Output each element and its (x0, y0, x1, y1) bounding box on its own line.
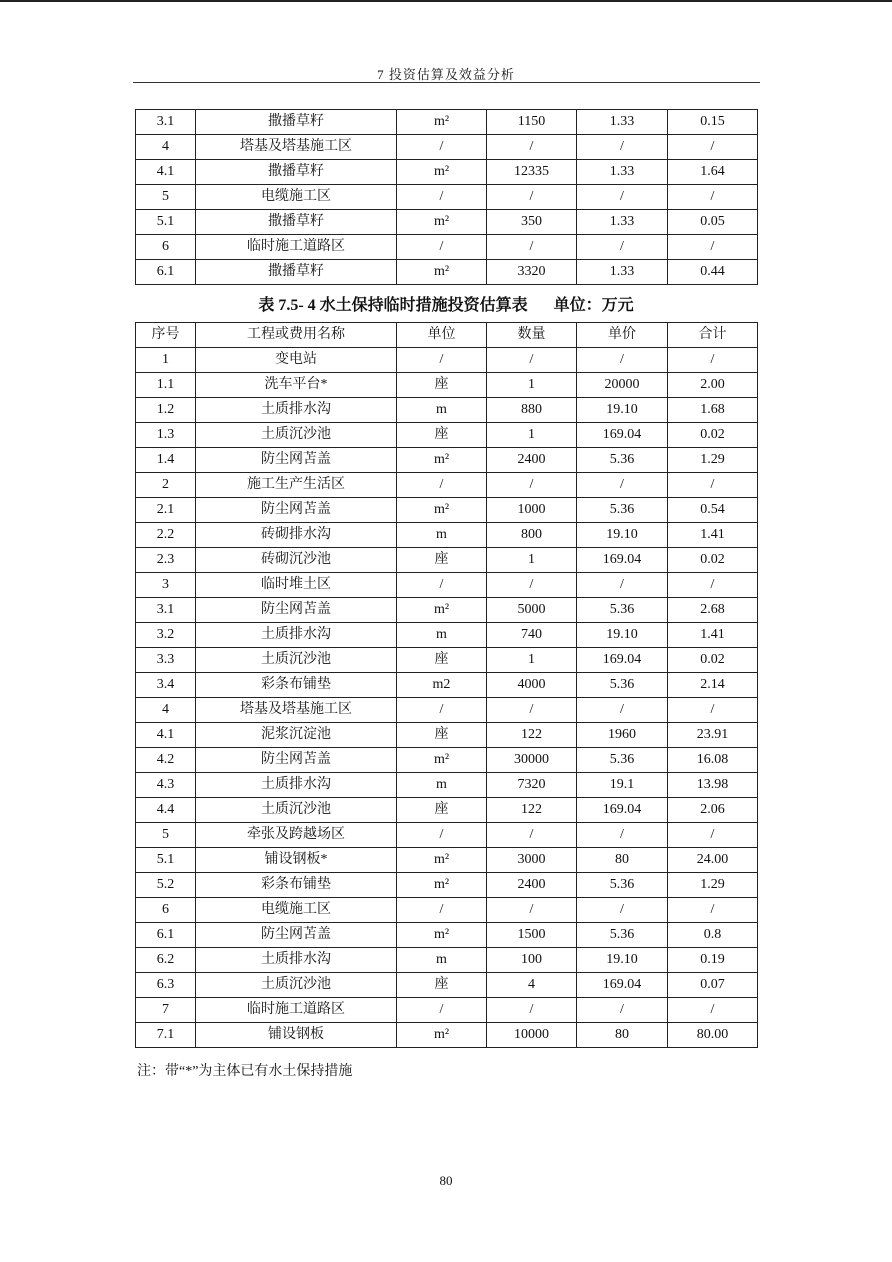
cell-total: / (668, 235, 758, 260)
cell-total: 0.05 (668, 210, 758, 235)
table-row (136, 135, 758, 160)
table-row (136, 523, 758, 548)
table-row (136, 823, 758, 848)
cell-total: 0.02 (668, 548, 758, 573)
cell-unit-price: 169.04 (577, 973, 668, 998)
cell-total: 80.00 (668, 1023, 758, 1048)
cell-unit: 座 (397, 798, 487, 823)
cell-name: 撒播草籽 (196, 160, 397, 185)
cell-name: 防尘网苫盖 (196, 498, 397, 523)
col-header-name: 工程或费用名称 (196, 323, 397, 348)
table-row (136, 948, 758, 973)
cell-quantity: / (487, 698, 577, 723)
table-row (136, 210, 758, 235)
cell-unit-price: / (577, 235, 668, 260)
cell-quantity: / (487, 898, 577, 923)
cell-name: 临时施工道路区 (196, 998, 397, 1023)
cell-unit-price: 19.10 (577, 623, 668, 648)
cell-unit-price: / (577, 898, 668, 923)
cell-unit-price: 1.33 (577, 210, 668, 235)
cell-quantity: 3320 (487, 260, 577, 285)
cell-index: 2 (136, 473, 196, 498)
cell-unit: / (397, 573, 487, 598)
cell-index: 5 (136, 823, 196, 848)
table-caption-title: 表 7.5- 4 水土保持临时措施投资估算表 (258, 297, 528, 314)
cell-unit-price: 5.36 (577, 448, 668, 473)
cell-unit: / (397, 185, 487, 210)
cell-unit: / (397, 348, 487, 373)
cell-quantity: 1150 (487, 110, 577, 135)
table-row (136, 573, 758, 598)
cell-name: 防尘网苫盖 (196, 923, 397, 948)
cell-index: 3.2 (136, 623, 196, 648)
cell-unit: m² (397, 923, 487, 948)
cell-quantity: 4000 (487, 673, 577, 698)
cell-quantity: 2400 (487, 873, 577, 898)
cell-name: 土质排水沟 (196, 773, 397, 798)
table-row (136, 473, 758, 498)
table-row (136, 548, 758, 573)
cell-index: 3 (136, 573, 196, 598)
cell-name: 临时堆土区 (196, 573, 397, 598)
cell-name: 土质沉沙池 (196, 423, 397, 448)
cell-unit: m (397, 398, 487, 423)
cell-total: 24.00 (668, 848, 758, 873)
cell-unit: 座 (397, 648, 487, 673)
cell-total: / (668, 473, 758, 498)
cell-quantity: 1 (487, 548, 577, 573)
cell-total: / (668, 898, 758, 923)
cell-quantity: 10000 (487, 1023, 577, 1048)
table-row (136, 348, 758, 373)
cell-unit-price: 5.36 (577, 873, 668, 898)
cell-unit-price: / (577, 823, 668, 848)
cell-name: 防尘网苫盖 (196, 448, 397, 473)
cell-index: 1.3 (136, 423, 196, 448)
cell-unit-price: 169.04 (577, 548, 668, 573)
cell-total: 2.68 (668, 598, 758, 623)
cell-total: / (668, 698, 758, 723)
cell-total: 0.15 (668, 110, 758, 135)
cell-unit: 座 (397, 548, 487, 573)
cell-index: 6 (136, 898, 196, 923)
header-rule (133, 82, 760, 83)
cell-unit-price: 1.33 (577, 260, 668, 285)
cell-total: 0.8 (668, 923, 758, 948)
cell-unit: m² (397, 1023, 487, 1048)
cell-total: 2.14 (668, 673, 758, 698)
cell-unit: 座 (397, 723, 487, 748)
cell-total: 0.07 (668, 973, 758, 998)
cell-quantity: 740 (487, 623, 577, 648)
cell-unit-price: 5.36 (577, 748, 668, 773)
col-header-index: 序号 (136, 323, 196, 348)
cell-index: 6 (136, 235, 196, 260)
cell-unit: 座 (397, 973, 487, 998)
table-header-row (136, 323, 758, 348)
cell-unit: m² (397, 873, 487, 898)
table-temporary-measures-body (136, 348, 758, 1048)
cell-name: 撒播草籽 (196, 260, 397, 285)
table-row (136, 448, 758, 473)
cell-total: 1.41 (668, 623, 758, 648)
cell-name: 塔基及塔基施工区 (196, 135, 397, 160)
cell-unit-price: 1960 (577, 723, 668, 748)
cell-quantity: 1 (487, 423, 577, 448)
table-row (136, 773, 758, 798)
cell-index: 4.2 (136, 748, 196, 773)
table-row (136, 185, 758, 210)
cell-quantity: 1 (487, 648, 577, 673)
cell-index: 5.1 (136, 848, 196, 873)
cell-index: 4.3 (136, 773, 196, 798)
cell-unit: / (397, 898, 487, 923)
cell-name: 土质沉沙池 (196, 648, 397, 673)
table-row (136, 923, 758, 948)
cell-index: 5.1 (136, 210, 196, 235)
cell-unit: m² (397, 448, 487, 473)
cell-total: 1.68 (668, 398, 758, 423)
cell-total: 1.41 (668, 523, 758, 548)
cell-unit: m² (397, 260, 487, 285)
cell-index: 4.1 (136, 723, 196, 748)
table-row (136, 848, 758, 873)
table-row (136, 648, 758, 673)
cell-unit: m² (397, 498, 487, 523)
cell-index: 2.1 (136, 498, 196, 523)
cell-quantity: / (487, 473, 577, 498)
table-row (136, 673, 758, 698)
cell-total: 0.54 (668, 498, 758, 523)
cell-unit-price: / (577, 185, 668, 210)
cell-quantity: 12335 (487, 160, 577, 185)
cell-name: 防尘网苫盖 (196, 598, 397, 623)
cell-unit-price: 5.36 (577, 598, 668, 623)
table-row (136, 623, 758, 648)
cell-name: 变电站 (196, 348, 397, 373)
col-header-unit: 单位 (397, 323, 487, 348)
table-row (136, 723, 758, 748)
running-header: 7 投资估算及效益分析 (377, 67, 515, 82)
cell-unit: m (397, 948, 487, 973)
cell-unit-price: 1.33 (577, 110, 668, 135)
cell-total: 16.08 (668, 748, 758, 773)
cell-total: 23.91 (668, 723, 758, 748)
cell-quantity: 1500 (487, 923, 577, 948)
cell-quantity: 800 (487, 523, 577, 548)
cell-index: 1.1 (136, 373, 196, 398)
cell-quantity: 1 (487, 373, 577, 398)
table-note: 注：带“*”为主体已有水土保持措施 (137, 1064, 353, 1079)
cell-quantity: 30000 (487, 748, 577, 773)
cell-unit: m (397, 523, 487, 548)
cell-quantity: / (487, 348, 577, 373)
table-row (136, 898, 758, 923)
cell-name: 砖砌沉沙池 (196, 548, 397, 573)
cell-unit-price: / (577, 348, 668, 373)
cell-name: 土质沉沙池 (196, 973, 397, 998)
cell-unit: m (397, 773, 487, 798)
cell-unit-price: / (577, 998, 668, 1023)
cell-index: 2.3 (136, 548, 196, 573)
cell-unit: / (397, 998, 487, 1023)
table-row (136, 160, 758, 185)
cell-name: 泥浆沉淀池 (196, 723, 397, 748)
table-continued-body (136, 110, 758, 285)
cell-unit: 座 (397, 423, 487, 448)
cell-total: 1.29 (668, 448, 758, 473)
cell-unit-price: 80 (577, 848, 668, 873)
cell-name: 塔基及塔基施工区 (196, 698, 397, 723)
col-header-total: 合计 (668, 323, 758, 348)
cell-index: 4 (136, 135, 196, 160)
cell-unit-price: 5.36 (577, 673, 668, 698)
table-row (136, 260, 758, 285)
cell-unit-price: 19.10 (577, 948, 668, 973)
cell-unit-price: 169.04 (577, 798, 668, 823)
cell-total: / (668, 348, 758, 373)
cell-name: 土质排水沟 (196, 948, 397, 973)
cell-total: 0.44 (668, 260, 758, 285)
cell-name: 电缆施工区 (196, 898, 397, 923)
col-header-quantity: 数量 (487, 323, 577, 348)
cell-quantity: 122 (487, 798, 577, 823)
cell-total: 0.19 (668, 948, 758, 973)
cell-name: 彩条布铺垫 (196, 873, 397, 898)
cell-unit: / (397, 823, 487, 848)
table-continued (135, 109, 758, 285)
cell-quantity: 122 (487, 723, 577, 748)
cell-name: 牵张及跨越场区 (196, 823, 397, 848)
cell-unit-price: 1.33 (577, 160, 668, 185)
cell-quantity: 5000 (487, 598, 577, 623)
cell-quantity: 7320 (487, 773, 577, 798)
cell-name: 防尘网苫盖 (196, 748, 397, 773)
cell-index: 3.1 (136, 598, 196, 623)
cell-unit-price: 5.36 (577, 923, 668, 948)
cell-quantity: 350 (487, 210, 577, 235)
cell-unit-price: 169.04 (577, 423, 668, 448)
cell-unit: m² (397, 598, 487, 623)
cell-quantity: 4 (487, 973, 577, 998)
cell-name: 铺设钢板* (196, 848, 397, 873)
cell-index: 7.1 (136, 1023, 196, 1048)
cell-name: 土质排水沟 (196, 623, 397, 648)
table-row (136, 498, 758, 523)
cell-total: / (668, 998, 758, 1023)
table-row (136, 398, 758, 423)
cell-unit: / (397, 473, 487, 498)
cell-index: 3.1 (136, 110, 196, 135)
cell-index: 1.4 (136, 448, 196, 473)
cell-index: 7 (136, 998, 196, 1023)
cell-index: 6.2 (136, 948, 196, 973)
cell-unit-price: 19.10 (577, 398, 668, 423)
table-row (136, 373, 758, 398)
cell-unit: m² (397, 748, 487, 773)
cell-total: / (668, 185, 758, 210)
cell-unit: m² (397, 210, 487, 235)
cell-total: 2.00 (668, 373, 758, 398)
cell-unit: 座 (397, 373, 487, 398)
cell-name: 临时施工道路区 (196, 235, 397, 260)
table-row (136, 1023, 758, 1048)
cell-unit: / (397, 135, 487, 160)
cell-unit-price: 20000 (577, 373, 668, 398)
cell-unit-price: 80 (577, 1023, 668, 1048)
cell-name: 撒播草籽 (196, 210, 397, 235)
cell-index: 2.2 (136, 523, 196, 548)
cell-unit-price: 19.1 (577, 773, 668, 798)
page-number: 80 (439, 1173, 453, 1188)
cell-name: 砖砌排水沟 (196, 523, 397, 548)
cell-index: 5.2 (136, 873, 196, 898)
table-row (136, 873, 758, 898)
cell-unit: m² (397, 110, 487, 135)
table-row (136, 748, 758, 773)
cell-quantity: / (487, 573, 577, 598)
cell-unit-price: 5.36 (577, 498, 668, 523)
table-row (136, 235, 758, 260)
cell-unit: / (397, 698, 487, 723)
cell-quantity: 880 (487, 398, 577, 423)
cell-unit-price: / (577, 573, 668, 598)
cell-total: 0.02 (668, 423, 758, 448)
cell-index: 3.3 (136, 648, 196, 673)
table-caption-unit: 单位：万元 (553, 297, 634, 314)
page-top-border (0, 0, 892, 2)
cell-index: 1 (136, 348, 196, 373)
table-row (136, 598, 758, 623)
cell-unit: / (397, 235, 487, 260)
cell-quantity: 2400 (487, 448, 577, 473)
cell-index: 1.2 (136, 398, 196, 423)
cell-total: 13.98 (668, 773, 758, 798)
cell-quantity: / (487, 235, 577, 260)
table-row (136, 423, 758, 448)
cell-total: 0.02 (668, 648, 758, 673)
cell-index: 4.4 (136, 798, 196, 823)
cell-quantity: / (487, 823, 577, 848)
cell-name: 土质排水沟 (196, 398, 397, 423)
cell-quantity: / (487, 185, 577, 210)
cell-name: 彩条布铺垫 (196, 673, 397, 698)
table-caption (0, 292, 892, 315)
cell-total: / (668, 823, 758, 848)
cell-quantity: 1000 (487, 498, 577, 523)
cell-name: 撒播草籽 (196, 110, 397, 135)
cell-unit-price: 19.10 (577, 523, 668, 548)
cell-total: / (668, 573, 758, 598)
cell-name: 电缆施工区 (196, 185, 397, 210)
table-row (136, 798, 758, 823)
cell-index: 4 (136, 698, 196, 723)
cell-total: / (668, 135, 758, 160)
cell-unit-price: / (577, 135, 668, 160)
table-row (136, 973, 758, 998)
cell-name: 土质沉沙池 (196, 798, 397, 823)
cell-index: 5 (136, 185, 196, 210)
cell-quantity: / (487, 998, 577, 1023)
cell-unit: m (397, 623, 487, 648)
cell-name: 洗车平台* (196, 373, 397, 398)
cell-unit: m2 (397, 673, 487, 698)
col-header-unit-price: 单价 (577, 323, 668, 348)
cell-name: 施工生产生活区 (196, 473, 397, 498)
cell-index: 4.1 (136, 160, 196, 185)
cell-total: 1.29 (668, 873, 758, 898)
table-row (136, 110, 758, 135)
cell-unit: m² (397, 848, 487, 873)
table-temporary-measures (135, 322, 758, 1048)
cell-name: 铺设钢板 (196, 1023, 397, 1048)
cell-total: 1.64 (668, 160, 758, 185)
cell-unit: m² (397, 160, 487, 185)
cell-index: 6.1 (136, 923, 196, 948)
cell-quantity: 100 (487, 948, 577, 973)
table-row (136, 698, 758, 723)
cell-index: 6.3 (136, 973, 196, 998)
cell-unit-price: / (577, 473, 668, 498)
cell-quantity: 3000 (487, 848, 577, 873)
table-row (136, 998, 758, 1023)
cell-unit-price: / (577, 698, 668, 723)
cell-index: 6.1 (136, 260, 196, 285)
cell-total: 2.06 (668, 798, 758, 823)
cell-unit-price: 169.04 (577, 648, 668, 673)
cell-quantity: / (487, 135, 577, 160)
cell-index: 3.4 (136, 673, 196, 698)
